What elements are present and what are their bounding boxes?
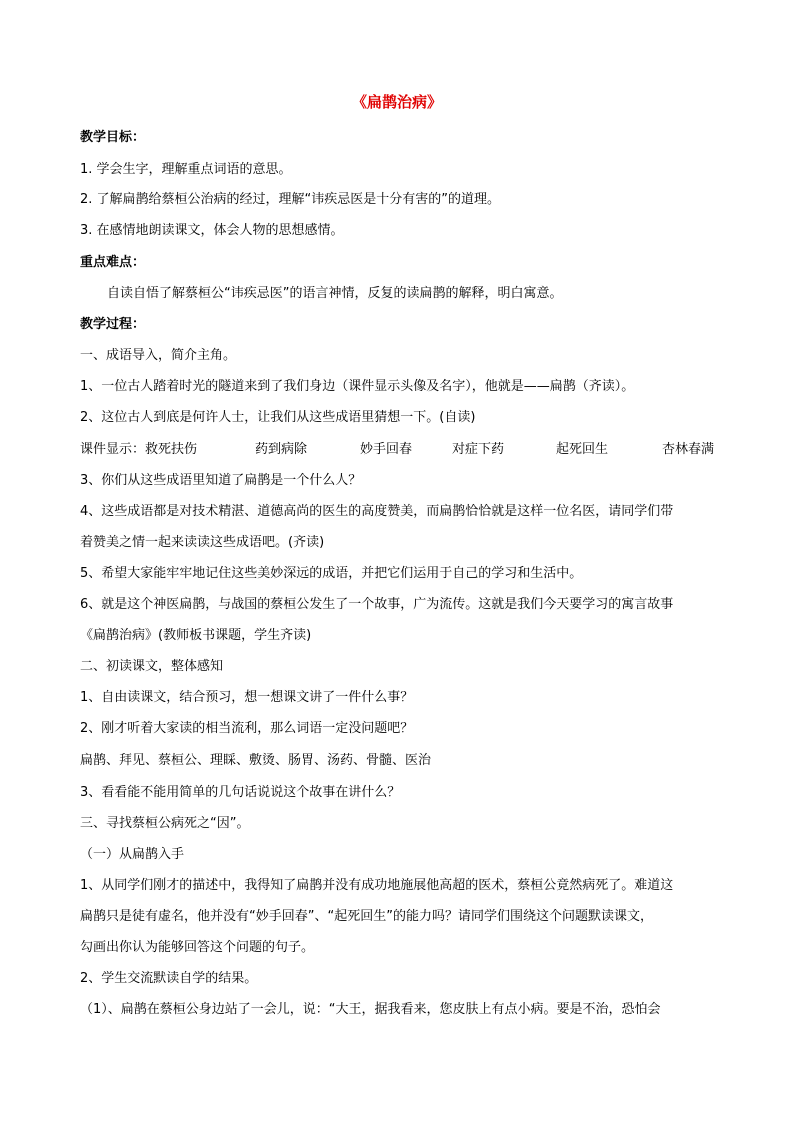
part2-item: 1、自由读课文，结合预习，想一想课文讲了一件什么事？ — [80, 690, 414, 705]
part1-item: 4、这些成语都是对技术精湛、道德高尚的医生的高度赞美，而扁鹊恰恰就是这样一位名医，请同学们带 — [80, 504, 674, 519]
part1-item: 1、一位古人踏着时光的隧道来到了我们身边（课件显示头像及名字），他就是——扁鹊（齐读）。 — [80, 379, 635, 394]
idiom: 救死扶伤 — [145, 442, 198, 457]
part3-item-continued: 扁鹊只是徒有虚名，他并没有“妙手回春”、“起死回生”的能力吗？请同学们围绕这个问题默读课文， — [80, 909, 653, 924]
part3-subtitle: （一）从扁鹊入手 — [80, 847, 185, 862]
vocabulary-list: 扁鹊、拜见、蔡桓公、理睬、敷烫、肠胃、汤药、骨髓、医治 — [80, 753, 432, 768]
part3-item: （1）、扁鹊在蔡桓公身边站了一会儿，说：“大王，据我看来，您皮肤上有点小病。要是不治，恐怕会 — [80, 1002, 661, 1017]
courseware-label: 课件显示： — [80, 442, 146, 457]
goal-item: 3. 在感情地朗读课文，体会人物的思想感情。 — [80, 223, 344, 238]
part1-item: 2、这位古人到底是何许人士，让我们从这些成语里猜想一下。(自读) — [80, 410, 476, 425]
difficulty-text: 自读自悟了解蔡桓公“讳疾忌医”的语言神情，反复的读扁鹊的解释，明白寓意。 — [107, 286, 563, 301]
idiom: 药到病除 — [255, 442, 308, 457]
goal-item: 2. 了解扁鹊给蔡桓公治病的经过，理解“讳疾忌医是十分有害的”的道理。 — [80, 192, 501, 207]
process-heading: 教学过程： — [80, 317, 146, 332]
goals-heading: 教学目标： — [80, 130, 146, 145]
idiom: 对症下药 — [452, 442, 505, 457]
part2-item: 2、刚才听着大家读的相当流利，那么词语一定没问题吧？ — [80, 721, 414, 736]
part2-item: 3、看看能不能用简单的几句话说说这个故事在讲什么？ — [80, 785, 401, 800]
part1-item-continued: 《扁鹊治病》(教师板书课题，学生齐读) — [80, 628, 312, 643]
part3-title: 三、寻找蔡桓公病死之“因”。 — [80, 816, 250, 831]
idiom: 杏林春满 — [662, 442, 715, 457]
part1-item: 3、你们从这些成语里知道了扁鹊是一个什么人？ — [80, 473, 362, 488]
goal-item: 1. 学会生字，理解重点词语的意思。 — [80, 162, 292, 177]
part2-title: 二、初读课文，整体感知 — [80, 659, 224, 674]
part1-title: 一、成语导入，简介主角。 — [80, 348, 237, 363]
difficulty-heading: 重点难点： — [80, 255, 146, 270]
part3-item: 1、从同学们刚才的描述中，我得知了扁鹊并没有成功地施展他高超的医术，蔡桓公竟然病死了。难道这 — [80, 878, 674, 893]
part1-item: 5、希望大家能牢牢地记住这些美妙深远的成语，并把它们运用于自己的学习和生活中。 — [80, 566, 583, 581]
idiom: 起死回生 — [556, 442, 609, 457]
idiom: 妙手回春 — [360, 442, 413, 457]
part1-item: 6、就是这个神医扁鹊，与战国的蔡桓公发生了一个故事，广为流传。这就是我们今天要学习的寓言故事 — [80, 597, 674, 612]
part3-item: 2、学生交流默读自学的结果。 — [80, 971, 258, 986]
document-title: 《扁鹊治病》 — [351, 93, 442, 111]
part1-item-continued: 着赞美之情一起来读读这些成语吧。(齐读) — [80, 535, 325, 550]
part3-item-continued: 勾画出你认为能够回答这个问题的句子。 — [80, 940, 315, 955]
